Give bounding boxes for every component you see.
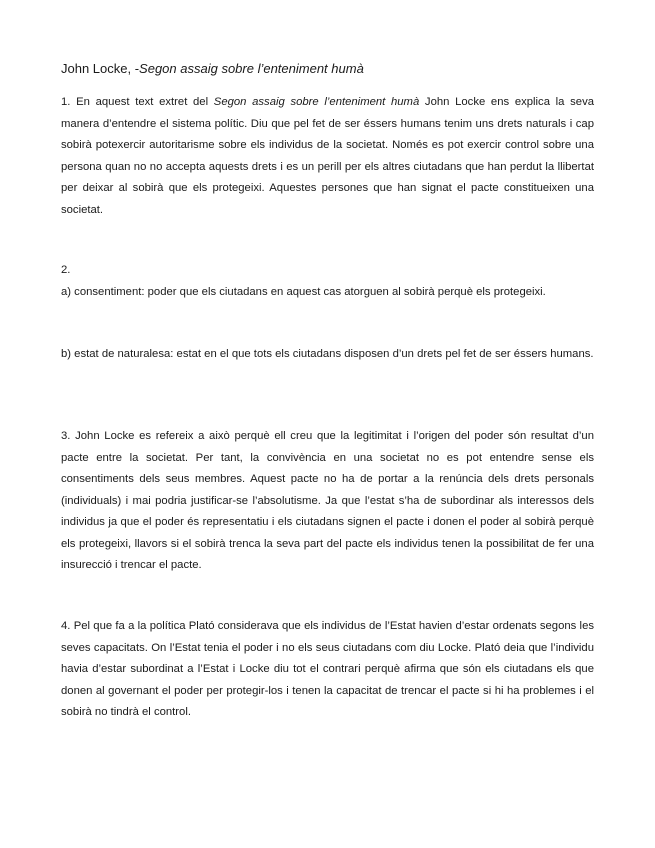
answer-2-number: 2. [61,264,71,276]
answer-1-lead: 1. En aquest text extret del [61,96,214,108]
document-title [61,60,601,78]
title-work: Segon assaig sobre l’enteniment humà [139,61,364,76]
answer-1-paragraph [61,92,594,221]
answer-1-body: John Locke ens explica la seva manera d’entendre el sistema polític. Diu que pel fet de ser éssers humans tenim uns drets naturals i cap sobirà potexercir autoritarisme sobre els individus de la societat. Només es pot exercir control sobre una persona quan no no accepta aquests drets i es un perill per els altres ciutadans que han perdut la llibertat per deixar al sobirà que els protegeixi. Aquestes persones que han signat el pacte constitueixen una societat. [61,96,594,216]
answer-2b-definition: b) estat de naturalesa: estat en el que tots els ciutadans disposen d’un drets pel fet de ser éssers humans. [61,348,594,360]
answer-2a-definition: a) consentiment: poder que els ciutadans en aquest cas atorguen al sobirà perquè els protegeixi. [61,286,546,298]
answer-3-paragraph: 3. John Locke es refereix a això perquè ell creu que la legitimitat i l’origen del poder són resultat d’un pacte entre la societat. Per tant, la convivència en una societat no es pot entendre sense els consentiments dels seus membres. Aquest pacte no ha de portar a la renúncia dels drets personals (individuals) i mai podria justificar-se l’absolutisme. Ja que l’estat s’ha de subordinar als interessos dels individus ja que el poder és representatiu i els ciutadans signen el pacte i donen el poder al sobirà perquè els protegeixi, llavors si el sobirà trenca la seva part del pacte els individus tenen la possibilitat de fer una insurecció i trencar el pacte. [61,430,594,571]
answer-1-work-title: Segon assaig sobre l’enteniment humà [213,96,420,108]
answer-4-paragraph: 4. Pel que fa a la política Plató considerava que els individus de l’Estat havien d’estar ordenats segons les seves capacitats. On l’Estat tenia el poder i no els seus ciutadans com diu Locke. Plató deia que l’individu havia d’estar subordinat a l’Estat i Locke diu tot el contrari perquè afirma que són els ciutadans els que donen al governant el poder per protegir-los i tenen la capacitat de trencar el pacte si hi ha problemes i el sobirà no tindrà el control. [61,620,594,718]
title-author: John Locke, - [61,61,140,76]
